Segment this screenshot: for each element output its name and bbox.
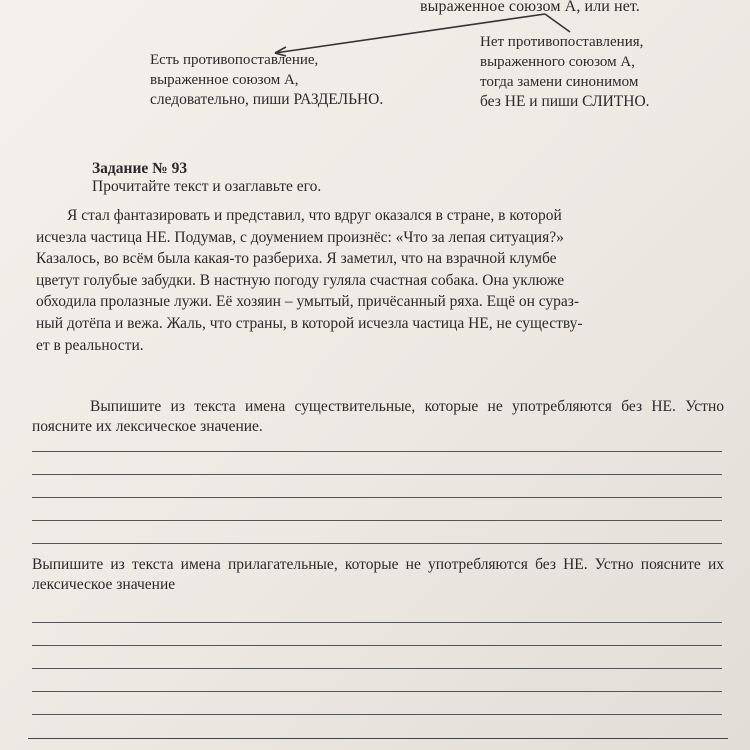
answer-line[interactable] (32, 543, 722, 544)
answer-line[interactable] (32, 497, 722, 498)
story-text (36, 205, 724, 356)
branch-right-line: выраженного союзом А, (480, 54, 635, 70)
answer-line[interactable] (32, 474, 722, 475)
branch-right-line: без НЕ и пиши СЛИТНО. (480, 93, 650, 110)
answer-line[interactable] (32, 645, 722, 646)
story-line: Казалось, во всём была какая-то разбериха. Я заметил, что на взрачной клумбе (36, 250, 557, 268)
branch-right (480, 32, 650, 112)
story-line: ный дотёпа и вежа. Жаль, что страны, в которой исчезла частица НЕ, не существу- (36, 314, 583, 332)
answer-lines-adjectives (32, 622, 722, 737)
question-nouns: Выпишите из текста имена существительные, которые не употребляются без НЕ. Устно поясните их лексическое значение. (32, 398, 724, 435)
answer-lines-nouns (32, 451, 722, 566)
task-instruction: Прочитайте текст и озаглавьте его. (92, 178, 322, 195)
answer-line[interactable] (32, 520, 722, 521)
story-line: цветут голубые забудки. В настную погоду гуляла счастная собака. Она уклюже (36, 271, 565, 289)
story-line: ет в реальности. (36, 336, 144, 354)
story-line: Я стал фантазировать и представил, что вдруг оказался в стране, в которой (36, 207, 562, 224)
answer-line[interactable] (32, 691, 722, 692)
branch-right-line: тогда замени синонимом (480, 74, 639, 90)
branch-right-line: Нет противопоставления, (480, 34, 644, 50)
answer-line[interactable] (32, 668, 722, 669)
answer-line[interactable] (32, 451, 722, 452)
story-line: исчезла частица НЕ. Подумав, с доумением произнёс: «Что за лепая ситуация?» (36, 228, 564, 246)
header-fragment: выраженное союзом А, или нет. (420, 0, 640, 15)
branch-left-line: Есть противопоставление, (150, 52, 319, 68)
story-line: обходила пролазные лужи. Её хозяин – умытый, причёсанный ряха. Ещё он сураз- (36, 293, 580, 311)
page-bottom-rule (28, 738, 728, 739)
branch-left-line: выраженное союзом А, (150, 72, 299, 88)
arrow-line-right (545, 14, 570, 32)
answer-line[interactable] (32, 714, 722, 715)
answer-line[interactable] (32, 622, 722, 623)
task-title: Задание № 93 (92, 160, 188, 177)
branch-left-line: следовательно, пиши РАЗДЕЛЬНО. (150, 91, 384, 108)
question-adjectives: Выпишите из текста имена прилагательные, которые не употребляются без НЕ. Устно поясните их лексическое значение (32, 556, 724, 593)
branch-left (150, 50, 383, 110)
